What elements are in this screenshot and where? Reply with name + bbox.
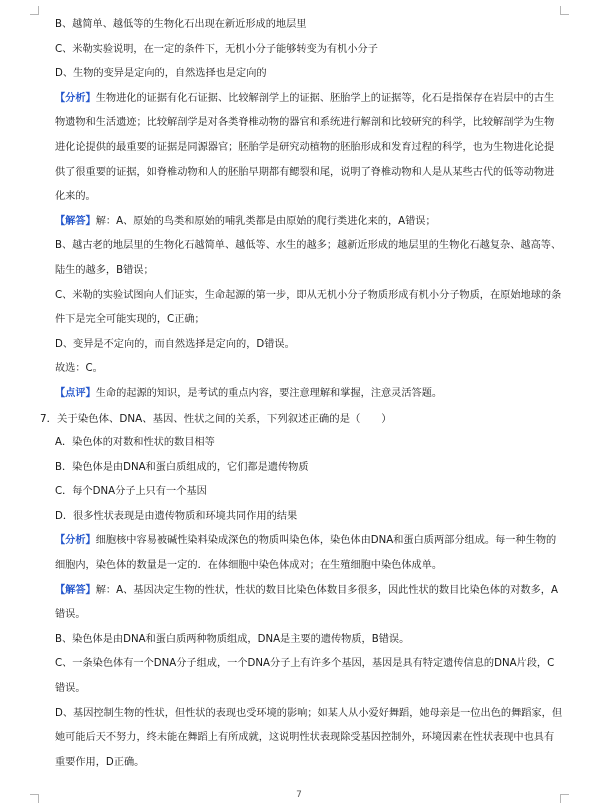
analysis-tag: 【分析】 [55, 92, 96, 104]
q7-answer-c-text: C、一条染色体有一个DNA分子组成，一个DNA分子上有许多个基因，基因是具有特定遗传信息的DNA片段，C错误。 [55, 658, 555, 695]
answer-line-a [40, 210, 564, 235]
answer-line-b [40, 234, 564, 283]
q7-option-b-text: B．染色体是由DNA和蛋白质组成的，它们都是遗传物质 [55, 461, 309, 473]
answer-d-text: D、变异是不定向的，而自然选择是定向的，D错误。 [55, 338, 295, 350]
q7-option-a [40, 431, 564, 456]
q7-answer-tag: 【解答】 [55, 584, 96, 596]
q7-option-d [40, 505, 564, 530]
q7-answer-a-text: 解：A、基因决定生物的性状，性状的数目比染色体数目多很多，因此性状的数目比染色体的对数多，A错误。 [55, 584, 558, 621]
q7-analysis-paragraph [40, 529, 564, 578]
option-b-text: B、越简单、越低等的生物化石出现在新近形成的地层里 [55, 19, 307, 30]
comment-tag: 【点评】 [55, 387, 96, 399]
q7-answer-b-text: B、染色体是由DNA和蛋白质两种物质组成，DNA是主要的遗传物质，B错误。 [55, 633, 410, 645]
answer-line-d [40, 333, 564, 358]
q7-analysis-tag: 【分析】 [55, 535, 96, 547]
crop-mark-top-left [30, 6, 39, 15]
comment-text: 生命的起源的知识，是考试的重点内容，要注意理解和掌握，注意灵活答题。 [95, 387, 443, 399]
q7-answer-d-text: D、基因控制生物的性状，但性状的表现也受环境的影响；如某人从小爱好舞蹈，她母亲是一位出色的舞蹈家，但她可能后天不努力，终未能在舞蹈上有所成就，这说明性状表现除受基因控制外，环境因素在性状表现中也具有重要作用，D正确。 [55, 707, 563, 768]
analysis-paragraph [40, 87, 564, 210]
comment-paragraph [40, 382, 564, 407]
option-d-text: D、生物的变异是定向的，自然选择也是定向的 [55, 68, 267, 80]
q7-answer-line-b [40, 628, 564, 653]
answer-line-c [40, 284, 564, 333]
question-7-text: 7．关于染色体、DNA、基因、性状之间的关系，下列叙述正确的是（ ） [40, 412, 392, 425]
q7-answer-line-d [40, 702, 564, 776]
option-c [40, 38, 564, 63]
q7-option-d-text: D．很多性状表现是由遗传物质和环境共同作用的结果 [55, 510, 298, 522]
q7-option-b [40, 456, 564, 481]
q7-analysis-text: 细胞核中容易被碱性染料染成深色的物质叫染色体，染色体由DNA和蛋白质两部分组成。每一种生物的细胞内，染色体的数量是一定的．在体细胞中染色体成对；在生殖细胞中染色体成单。 [55, 535, 557, 572]
option-c-text: C、米勒实验说明，在一定的条件下，无机小分子能够转变为有机小分子 [55, 43, 378, 55]
answer-b-text: B、越古老的地层里的生物化石越简单、越低等、水生的越多；越新近形成的地层里的生物化石越复杂、越高等、陆生的越多，B错误； [55, 240, 562, 276]
document-body [40, 13, 564, 775]
option-b [40, 13, 564, 38]
option-d [40, 62, 564, 87]
q7-option-c-text: C．每个DNA分子上只有一个基因 [55, 486, 207, 498]
q7-option-c [40, 480, 564, 505]
analysis-text: 生物进化的证据有化石证据、比较解剖学上的证据、胚胎学上的证据等，化石是指保存在岩层中的古生物遗物和生活遗迹；比较解剖学是对各类脊椎动物的器官和系统进行解剖和比较研究的科学，比较解剖学为生物进化论提供的最重要的证据是同源器官；胚胎学是研究动植物的胚胎形成和发育过程的科学，也为生物进化论提供了很重要的证据，如脊椎动物和人的胚胎早期都有鳃裂和尾，说明了脊椎动物和人是从某些古代的低等动物进化来的。 [55, 92, 555, 203]
choice-line [40, 357, 564, 382]
q7-answer-line-c [40, 652, 564, 701]
q7-option-a-text: A．染色体的对数和性状的数目相等 [55, 437, 215, 449]
answer-c-text: C、米勒的实验试图向人们证实，生命起源的第一步，即从无机小分子物质形成有机小分子物质，在原始地球的条件下是完全可能实现的，C正确； [55, 289, 562, 326]
q7-answer-line-a [40, 579, 564, 628]
answer-a-text: 解：A、原始的鸟类和原始的哺乳类都是由原始的爬行类进化来的，A错误； [95, 215, 436, 227]
choice-text: 故选：C。 [55, 363, 103, 375]
answer-tag: 【解答】 [55, 215, 96, 227]
question-7 [40, 407, 564, 432]
page-number: 7 [296, 790, 302, 800]
